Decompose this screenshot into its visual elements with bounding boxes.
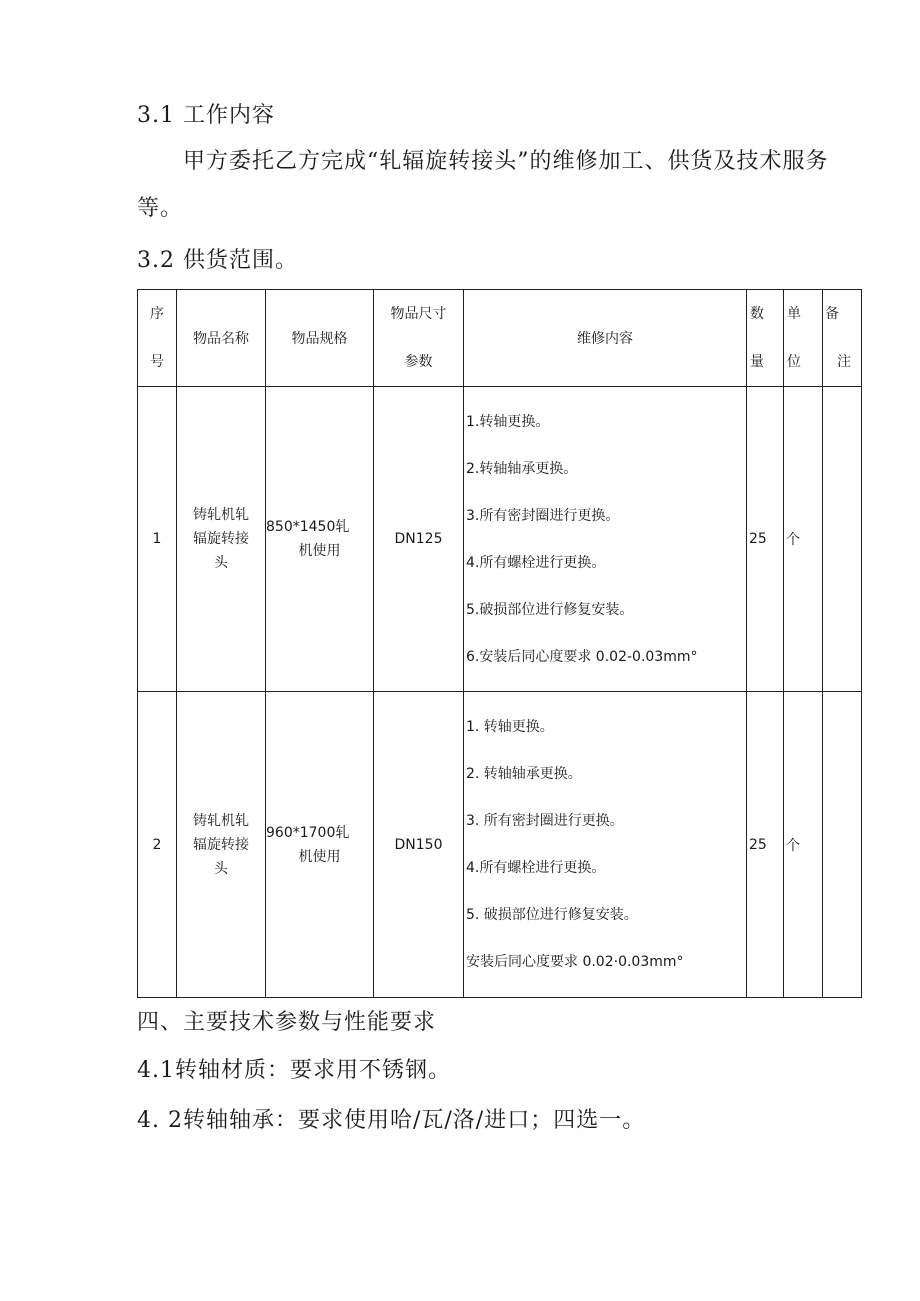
header-unit: 单 位: [784, 290, 823, 387]
repair-step: 4.所有螺栓进行更换。: [466, 860, 606, 876]
repair-step: 4.所有螺栓进行更换。: [466, 554, 606, 571]
cell-unit: 个: [784, 387, 823, 692]
header-item-spec: 物品规格: [266, 290, 374, 387]
repair-step: 2. 转轴轴承更换。: [466, 766, 582, 782]
repair-step: 1. 转轴更换。: [466, 719, 554, 735]
header-item-size: 物品尺寸 参数: [374, 290, 464, 387]
header-seq: 序 号: [138, 290, 177, 387]
paragraph-work-content-line1: 甲方委托乙方完成“轧辐旋转接头”的维修加工、供货及技术服务: [183, 149, 829, 174]
section-4-1-shaft-material: 4.1转轴材质：要求用不锈钢。: [137, 1058, 451, 1083]
repair-step: 6.安装后同心度要求 0.02-0.03mm°: [466, 648, 698, 665]
cell-quantity: 25: [747, 387, 784, 692]
cell-note: [823, 387, 862, 692]
repair-step: 1.转轴更换。: [466, 413, 550, 430]
cell-seq: 1: [138, 387, 177, 692]
header-repair-content: 维修内容: [464, 290, 747, 387]
cell-item-spec: 850*1450轧 机使用: [266, 387, 374, 692]
cell-note: [823, 692, 862, 998]
header-item-name: 物品名称: [177, 290, 266, 387]
repair-step: 5.破损部位进行修复安装。: [466, 601, 634, 618]
section-3-1-heading: 3.1 工作内容: [137, 103, 275, 128]
cell-item-spec: 960*1700轧 机使用: [266, 692, 374, 998]
cell-item-size: DN125: [374, 387, 464, 692]
repair-step: 3.所有密封圈进行更换。: [466, 507, 620, 524]
cell-repair-content: [464, 387, 747, 692]
header-note: 备 注: [823, 290, 862, 387]
supply-scope-table: [137, 289, 862, 998]
cell-item-size: DN150: [374, 692, 464, 998]
repair-step: 安装后同心度要求 0.02·0.03mm°: [466, 954, 684, 970]
section-4-2-shaft-bearing: 4. 2转轴轴承：要求使用哈/瓦/洛/进口；四选一。: [137, 1108, 646, 1133]
table-row: [138, 692, 862, 998]
repair-step: 2.转轴轴承更换。: [466, 460, 578, 477]
cell-item-name: 铸轧机轧 辐旋转接 头: [177, 387, 266, 692]
repair-step: 5. 破损部位进行修复安装。: [466, 907, 638, 923]
section-3-2-heading: 3.2 供货范围。: [137, 248, 298, 273]
repair-step: 3. 所有密封圈进行更换。: [466, 813, 624, 829]
cell-item-name: 铸轧机轧 辐旋转接 头: [177, 692, 266, 998]
cell-seq: 2: [138, 692, 177, 998]
cell-unit: 个: [784, 692, 823, 998]
section-4-heading: 四、主要技术参数与性能要求: [137, 1010, 437, 1035]
cell-repair-content: [464, 692, 747, 998]
header-quantity: 数 量: [747, 290, 784, 387]
table-header-row: [138, 290, 862, 387]
paragraph-work-content-line2: 等。: [137, 196, 184, 221]
cell-quantity: 25: [747, 692, 784, 998]
table-row: [138, 387, 862, 692]
